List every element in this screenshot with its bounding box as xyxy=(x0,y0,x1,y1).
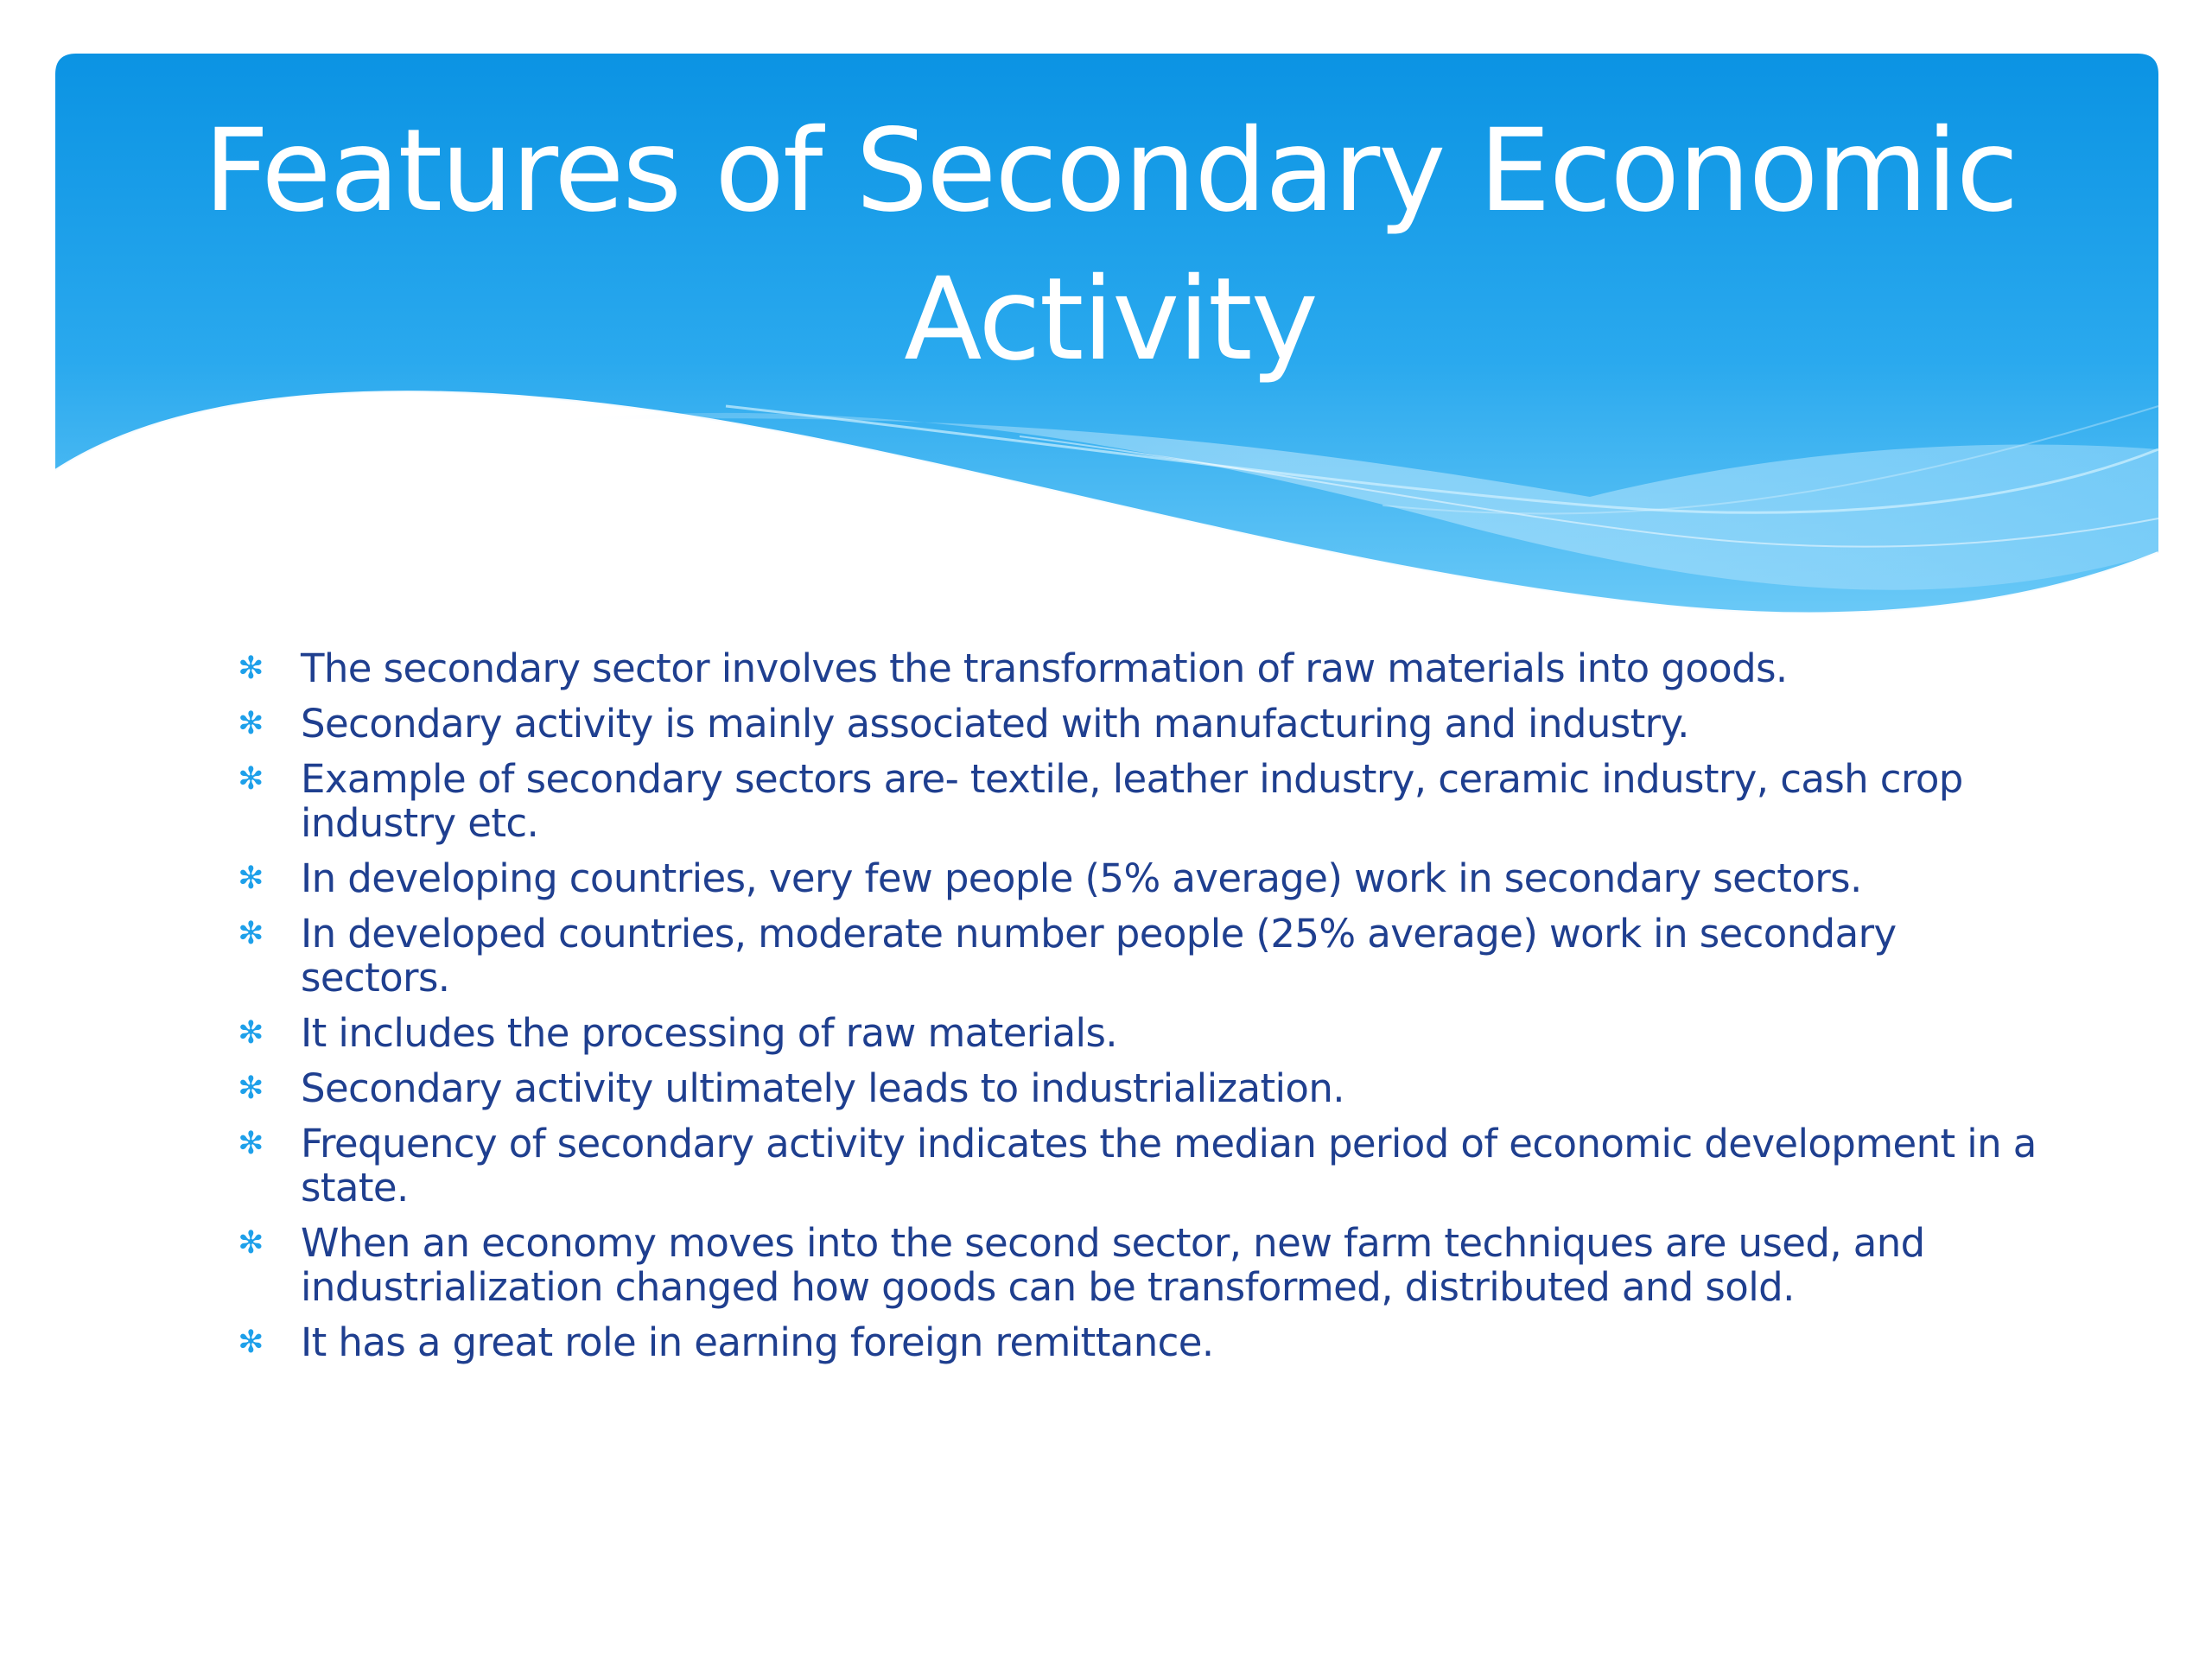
asterisk-bullet-icon: ✻ xyxy=(238,706,264,741)
asterisk-bullet-icon: ✻ xyxy=(238,761,264,797)
bullet-item xyxy=(233,1011,2048,1055)
bullet-list xyxy=(233,646,2048,1376)
bullet-text: It has a great role in earning foreign remittance. xyxy=(301,1319,1214,1365)
bullet-text: Secondary activity is mainly associated with manufacturing and industry. xyxy=(301,701,1689,747)
asterisk-bullet-icon: ✻ xyxy=(238,861,264,896)
asterisk-bullet-icon: ✻ xyxy=(238,1071,264,1106)
bullet-item xyxy=(233,912,2048,1000)
bullet-item xyxy=(233,702,2048,746)
bullet-item xyxy=(233,856,2048,900)
bullet-text: When an economy moves into the second sector, new farm techniques are used, and industrialization changed how goods can be transformed, distributed and sold. xyxy=(301,1220,1925,1310)
asterisk-bullet-icon: ✻ xyxy=(238,1325,264,1360)
asterisk-bullet-icon: ✻ xyxy=(238,916,264,951)
asterisk-bullet-icon: ✻ xyxy=(238,1225,264,1261)
bullet-text: In developing countries, very few people (5% average) work in secondary sectors. xyxy=(301,855,1862,901)
slide-title: Features of Secondary Economic Activity xyxy=(203,105,2018,386)
bullet-text: Secondary activity ultimately leads to industrialization. xyxy=(301,1065,1344,1111)
bullet-text: In developed countries, moderate number people (25% average) work in secondary sectors. xyxy=(301,911,1897,1001)
bullet-item xyxy=(233,1122,2048,1210)
bullet-item xyxy=(233,1221,2048,1309)
bullet-text: The secondary sector involves the transformation of raw materials into goods. xyxy=(301,645,1788,691)
bullet-item xyxy=(233,1066,2048,1110)
asterisk-bullet-icon: ✻ xyxy=(238,651,264,686)
bullet-item xyxy=(233,646,2048,690)
bullet-item xyxy=(233,1320,2048,1364)
bullet-text: Example of secondary sectors are- textile, leather industry, ceramic industry, cash crop industry etc. xyxy=(301,756,1963,846)
bullet-item xyxy=(233,757,2048,845)
bullet-text: It includes the processing of raw materials. xyxy=(301,1010,1118,1056)
bullet-text: Frequency of secondary activity indicates the median period of economic development in a state. xyxy=(301,1121,2037,1211)
asterisk-bullet-icon: ✻ xyxy=(238,1015,264,1051)
asterisk-bullet-icon: ✻ xyxy=(238,1126,264,1161)
